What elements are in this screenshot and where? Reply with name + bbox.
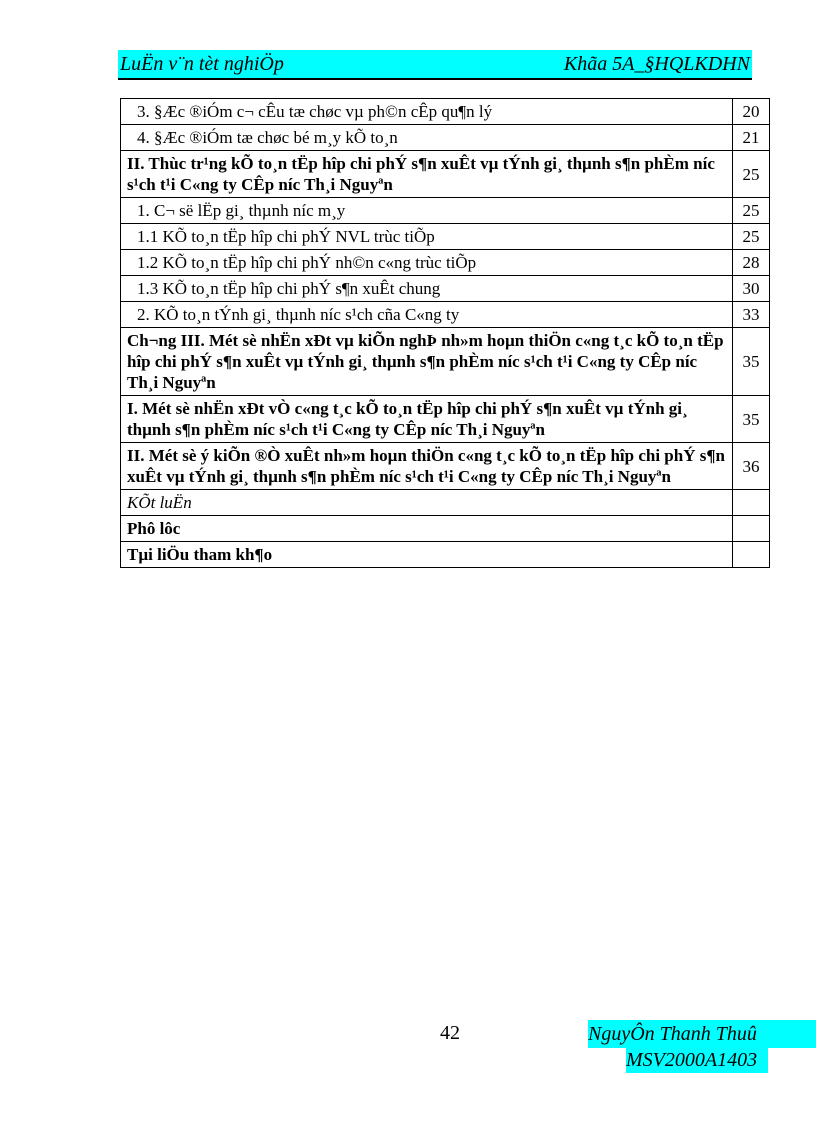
toc-entry-page: 21 [733,125,770,151]
toc-entry-page: 36 [733,443,770,490]
toc-row [121,276,770,302]
toc-entry-text: II. Thùc tr¹ng kÕ to¸n tËp hîp chi phÝ s¶n xuÊt vµ tÝnh gi¸ thµnh s¶n phÈm níc s¹ch t¹i C«ng ty CÊp níc Th¸i Nguyªn [121,151,733,198]
toc-entry-page: 20 [733,99,770,125]
toc-row [121,490,770,516]
toc-entry-page: 33 [733,302,770,328]
toc-entry-page: 30 [733,276,770,302]
toc-row [121,151,770,198]
toc-entry-text: 2. KÕ to¸n tÝnh gi¸ thµnh níc s¹ch cña C«ng ty [121,302,733,328]
toc-row [121,516,770,542]
toc-row [121,443,770,490]
toc-entry-text: KÕt luËn [121,490,733,516]
footer-student-id: MSV2000A1403 [626,1047,768,1073]
toc-row [121,328,770,396]
toc-entry-text: Ch¬ng III. Mét sè nhËn xÐt vµ kiÕn nghÞ nh»m hoµn thiÖn c«ng t¸c kÕ to¸n tËp hîp chi phÝ s¶n xuÊt vµ tÝnh gi¸ thµnh s¶n phÈm níc s¹ch t¹i C«ng ty CÊp níc Th¸i Nguyªn [121,328,733,396]
toc-row [121,250,770,276]
toc-entry-text: 1.3 KÕ to¸n tËp hîp chi phÝ s¶n xuÊt chung [121,276,733,302]
toc-entry-text: 1.1 KÕ to¸n tËp hîp chi phÝ NVL trùc tiÕp [121,224,733,250]
toc-row [121,396,770,443]
toc-entry-text: 1. C¬ së lËp gi¸ thµnh níc m¸y [121,198,733,224]
toc-entry-page: 25 [733,151,770,198]
toc-entry-page: 25 [733,224,770,250]
toc-row [121,198,770,224]
toc-row [121,224,770,250]
footer-author-name: NguyÔn Thanh Thuû [588,1020,816,1048]
toc-entry-page [733,516,770,542]
toc-entry-page [733,490,770,516]
page-header [118,50,752,80]
toc-entry-page: 35 [733,328,770,396]
toc-entry-text: Tµi liÖu tham kh¶o [121,542,733,568]
toc-row [121,125,770,151]
toc-entry-text: 1.2 KÕ to¸n tËp hîp chi phÝ nh©n c«ng trùc tiÕp [121,250,733,276]
table-of-contents [120,98,770,568]
toc-entry-page: 25 [733,198,770,224]
toc-entry-text: 4. §Æc ®iÓm tæ chøc bé m¸y kÕ to¸n [121,125,733,151]
toc-entry-page [733,542,770,568]
toc-entry-text: II. Mét sè ý kiÕn ®Ò xuÊt nh»m hoµn thiÖn c«ng t¸c kÕ to¸n tËp hîp chi phÝ s¶n xuÊt vµ tÝnh gi¸ thµnh s¶n phÈm níc s¹ch t¹i C«ng ty CÊp níc Th¸i Nguyªn [121,443,733,490]
toc-entry-text: I. Mét sè nhËn xÐt vÒ c«ng t¸c kÕ to¸n tËp hîp chi phÝ s¶n xuÊt vµ tÝnh gi¸ thµnh s¶n phÈm níc s¹ch t¹i C«ng ty CÊp níc Th¸i Nguyªn [121,396,733,443]
toc-row [121,99,770,125]
header-thesis-title: LuËn v¨n tèt nghiÖp [120,53,284,75]
toc-row [121,302,770,328]
toc-entry-page: 35 [733,396,770,443]
toc-entry-page: 28 [733,250,770,276]
header-class-code: Khãa 5A_§HQLKDHN [563,53,750,75]
toc-entry-text: 3. §Æc ®iÓm c¬ cÊu tæ chøc vµ ph©n cÊp qu¶n lý [121,99,733,125]
page-number: 42 [440,1022,460,1044]
toc-entry-text: Phô lôc [121,516,733,542]
toc-row [121,542,770,568]
